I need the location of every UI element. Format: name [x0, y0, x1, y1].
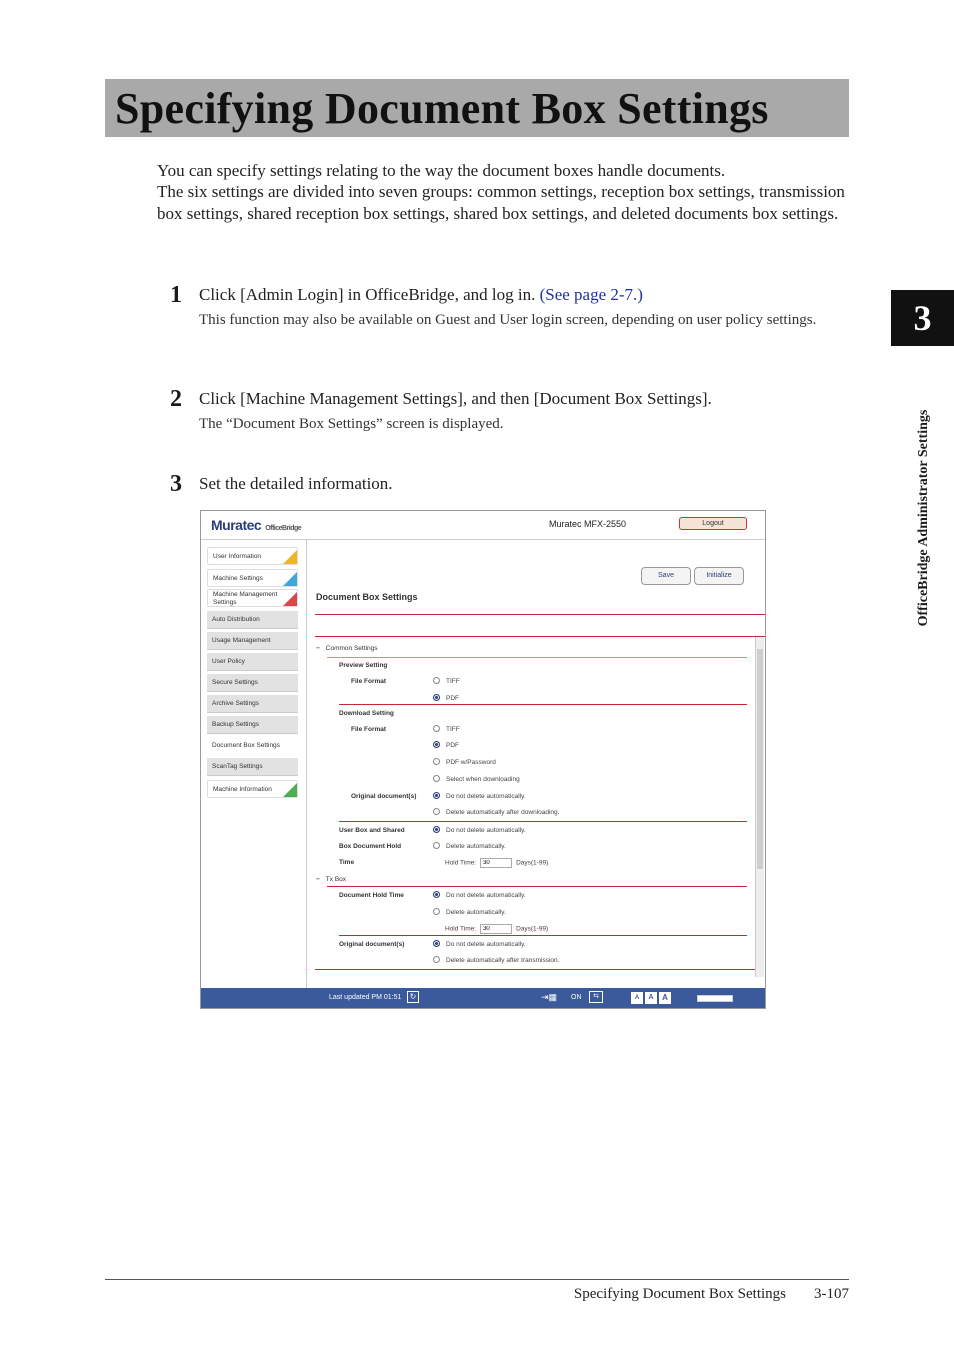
- collapse-icon: −: [316, 876, 320, 883]
- delete-after-downloading-radio[interactable]: Delete automatically after downloading.: [433, 809, 559, 816]
- user-box-delete-radio[interactable]: Delete automatically.: [433, 843, 506, 850]
- corner-tab-icon: [283, 783, 297, 797]
- download-tiff-radio[interactable]: TIFF: [433, 726, 460, 733]
- corner-tab-icon: [283, 572, 297, 586]
- refresh-icon[interactable]: ↻: [407, 991, 419, 1003]
- divider: [315, 614, 765, 615]
- last-updated: Last updated PM 01:51: [329, 994, 402, 1001]
- download-do-not-delete-radio[interactable]: Do not delete automatically.: [433, 793, 526, 800]
- hold-time-input[interactable]: [480, 858, 512, 868]
- divider: [339, 935, 747, 936]
- sidebar-item-document-box-settings[interactable]: Document Box Settings: [207, 737, 298, 755]
- logout-button[interactable]: Logout: [679, 517, 747, 530]
- sidebar-item-machine-information[interactable]: Machine Information: [207, 780, 298, 798]
- divider: [327, 886, 747, 887]
- sidebar-item-secure-settings[interactable]: Secure Settings: [207, 674, 298, 692]
- user-box-do-not-delete-radio[interactable]: Do not delete automatically.: [433, 827, 526, 834]
- hold-time-input[interactable]: [480, 924, 512, 934]
- preview-setting-label: Preview Setting: [339, 662, 388, 669]
- tx-do-not-delete-radio[interactable]: Do not delete automatically.: [433, 892, 526, 899]
- divider: [327, 657, 747, 658]
- box-document-hold-label: Box Document Hold: [339, 843, 402, 850]
- muratec-logo: Muratec OfficeBridge: [211, 517, 302, 533]
- preview-tiff-radio[interactable]: TIFF: [433, 678, 460, 685]
- see-page-link[interactable]: (See page 2-7.): [539, 285, 643, 304]
- on-status: ON: [571, 994, 582, 1001]
- intro-line-2: The six settings are divided into seven groups: common settings, reception box settings, transmission box settings, shared reception box settings, shared box settings, and deleted documents box settings.: [157, 182, 845, 223]
- sidebar-item-user-information[interactable]: User Information: [207, 547, 298, 565]
- common-settings-header[interactable]: − Common Settings: [316, 645, 378, 652]
- download-pdf-password-radio[interactable]: PDF w/Password: [433, 759, 496, 766]
- document-hold-time-label: Document Hold Time: [339, 892, 404, 899]
- tx-box-header[interactable]: − Tx Box: [316, 876, 347, 883]
- step-number: 3: [170, 471, 182, 497]
- tx-original-do-not-delete-radio[interactable]: Do not delete automatically.: [433, 941, 526, 948]
- collapse-icon: −: [316, 645, 320, 652]
- scrollbar[interactable]: [755, 637, 764, 977]
- initialize-button[interactable]: Initialize: [694, 567, 744, 585]
- divider: [339, 704, 747, 705]
- download-select-radio[interactable]: Select when downloading: [433, 776, 520, 783]
- font-medium-icon[interactable]: A: [645, 992, 657, 1004]
- time-label: Time: [339, 859, 355, 866]
- step-note: This function may also be available on Guest and User login screen, depending on user policy settings.: [199, 312, 817, 328]
- original-documents-label: Original document(s): [351, 793, 417, 800]
- footer-title: Specifying Document Box Settings: [573, 1286, 786, 1302]
- page-number: 3-107: [814, 1286, 849, 1302]
- step-note: The “Document Box Settings” screen is displayed.: [199, 416, 504, 432]
- divider: [315, 636, 765, 637]
- tx-delete-radio[interactable]: Delete automatically.: [433, 909, 506, 916]
- step-text: Click [Machine Management Settings], and then [Document Box Settings].: [199, 389, 712, 408]
- title-bar: [105, 79, 849, 137]
- sidebar-item-backup-settings[interactable]: Backup Settings: [207, 716, 298, 734]
- intro-text: [157, 160, 857, 224]
- preview-pdf-radio[interactable]: PDF: [433, 695, 459, 702]
- section-title: Document Box Settings: [316, 592, 418, 602]
- sidebar-item-archive-settings[interactable]: Archive Settings: [207, 695, 298, 713]
- font-large-icon[interactable]: A: [659, 992, 671, 1004]
- original-documents-label: Original document(s): [339, 941, 405, 948]
- download-pdf-radio[interactable]: PDF: [433, 742, 459, 749]
- divider: [339, 821, 747, 822]
- font-small-icon[interactable]: A: [631, 992, 643, 1004]
- sidebar: [201, 540, 307, 988]
- delete-after-transmission-radio[interactable]: Delete automatically after transmission.: [433, 957, 559, 964]
- user-box-shared-label: User Box and Shared: [339, 827, 405, 834]
- chapter-label: OfficeBridge Administrator Settings: [916, 409, 931, 627]
- zoom-slider[interactable]: [697, 995, 733, 1002]
- scrollbar-thumb[interactable]: [757, 649, 763, 869]
- sidebar-item-machine-management-settings[interactable]: Machine Management Settings: [207, 589, 298, 607]
- footer: [574, 1286, 849, 1303]
- footer-divider: [105, 1279, 849, 1280]
- chapter-tab: 3: [891, 290, 954, 346]
- step-text: Set the detailed information.: [199, 474, 393, 493]
- corner-tab-icon: [283, 550, 297, 564]
- network-icon: ⇥▦: [541, 992, 558, 1002]
- page-title: Specifying Document Box Settings: [115, 84, 769, 133]
- status-bar: [201, 988, 765, 1008]
- app-header: [201, 511, 765, 540]
- sidebar-item-auto-distribution[interactable]: Auto Distribution: [207, 611, 298, 629]
- intro-line-1: You can specify settings relating to the way the document boxes handle documents.: [157, 161, 726, 180]
- corner-tab-icon: [283, 592, 297, 606]
- officebridge-screenshot: [200, 510, 766, 1009]
- step-text: Click [Admin Login] in OfficeBridge, and log in. (See page 2-7.): [199, 285, 643, 304]
- transfer-icon[interactable]: ⇆: [589, 991, 603, 1003]
- sidebar-item-user-policy[interactable]: User Policy: [207, 653, 298, 671]
- model-name: Muratec MFX-2550: [549, 519, 627, 529]
- sidebar-item-scantag-settings[interactable]: ScanTag Settings: [207, 758, 298, 776]
- file-format-label: File Format: [351, 726, 387, 733]
- step-number: 2: [170, 386, 182, 412]
- sidebar-item-usage-management[interactable]: Usage Management: [207, 632, 298, 650]
- divider: [315, 969, 755, 970]
- save-button[interactable]: Save: [641, 567, 691, 585]
- step-number: 1: [170, 282, 182, 308]
- tx-hold-time: Hold Time:30 Days(1-99): [445, 924, 548, 934]
- file-format-label: File Format: [351, 678, 387, 685]
- download-setting-label: Download Setting: [339, 710, 394, 717]
- main-content: [307, 540, 765, 988]
- user-box-hold-time: Hold Time:30 Days(1-99): [445, 858, 548, 868]
- sidebar-item-machine-settings[interactable]: Machine Settings: [207, 569, 298, 587]
